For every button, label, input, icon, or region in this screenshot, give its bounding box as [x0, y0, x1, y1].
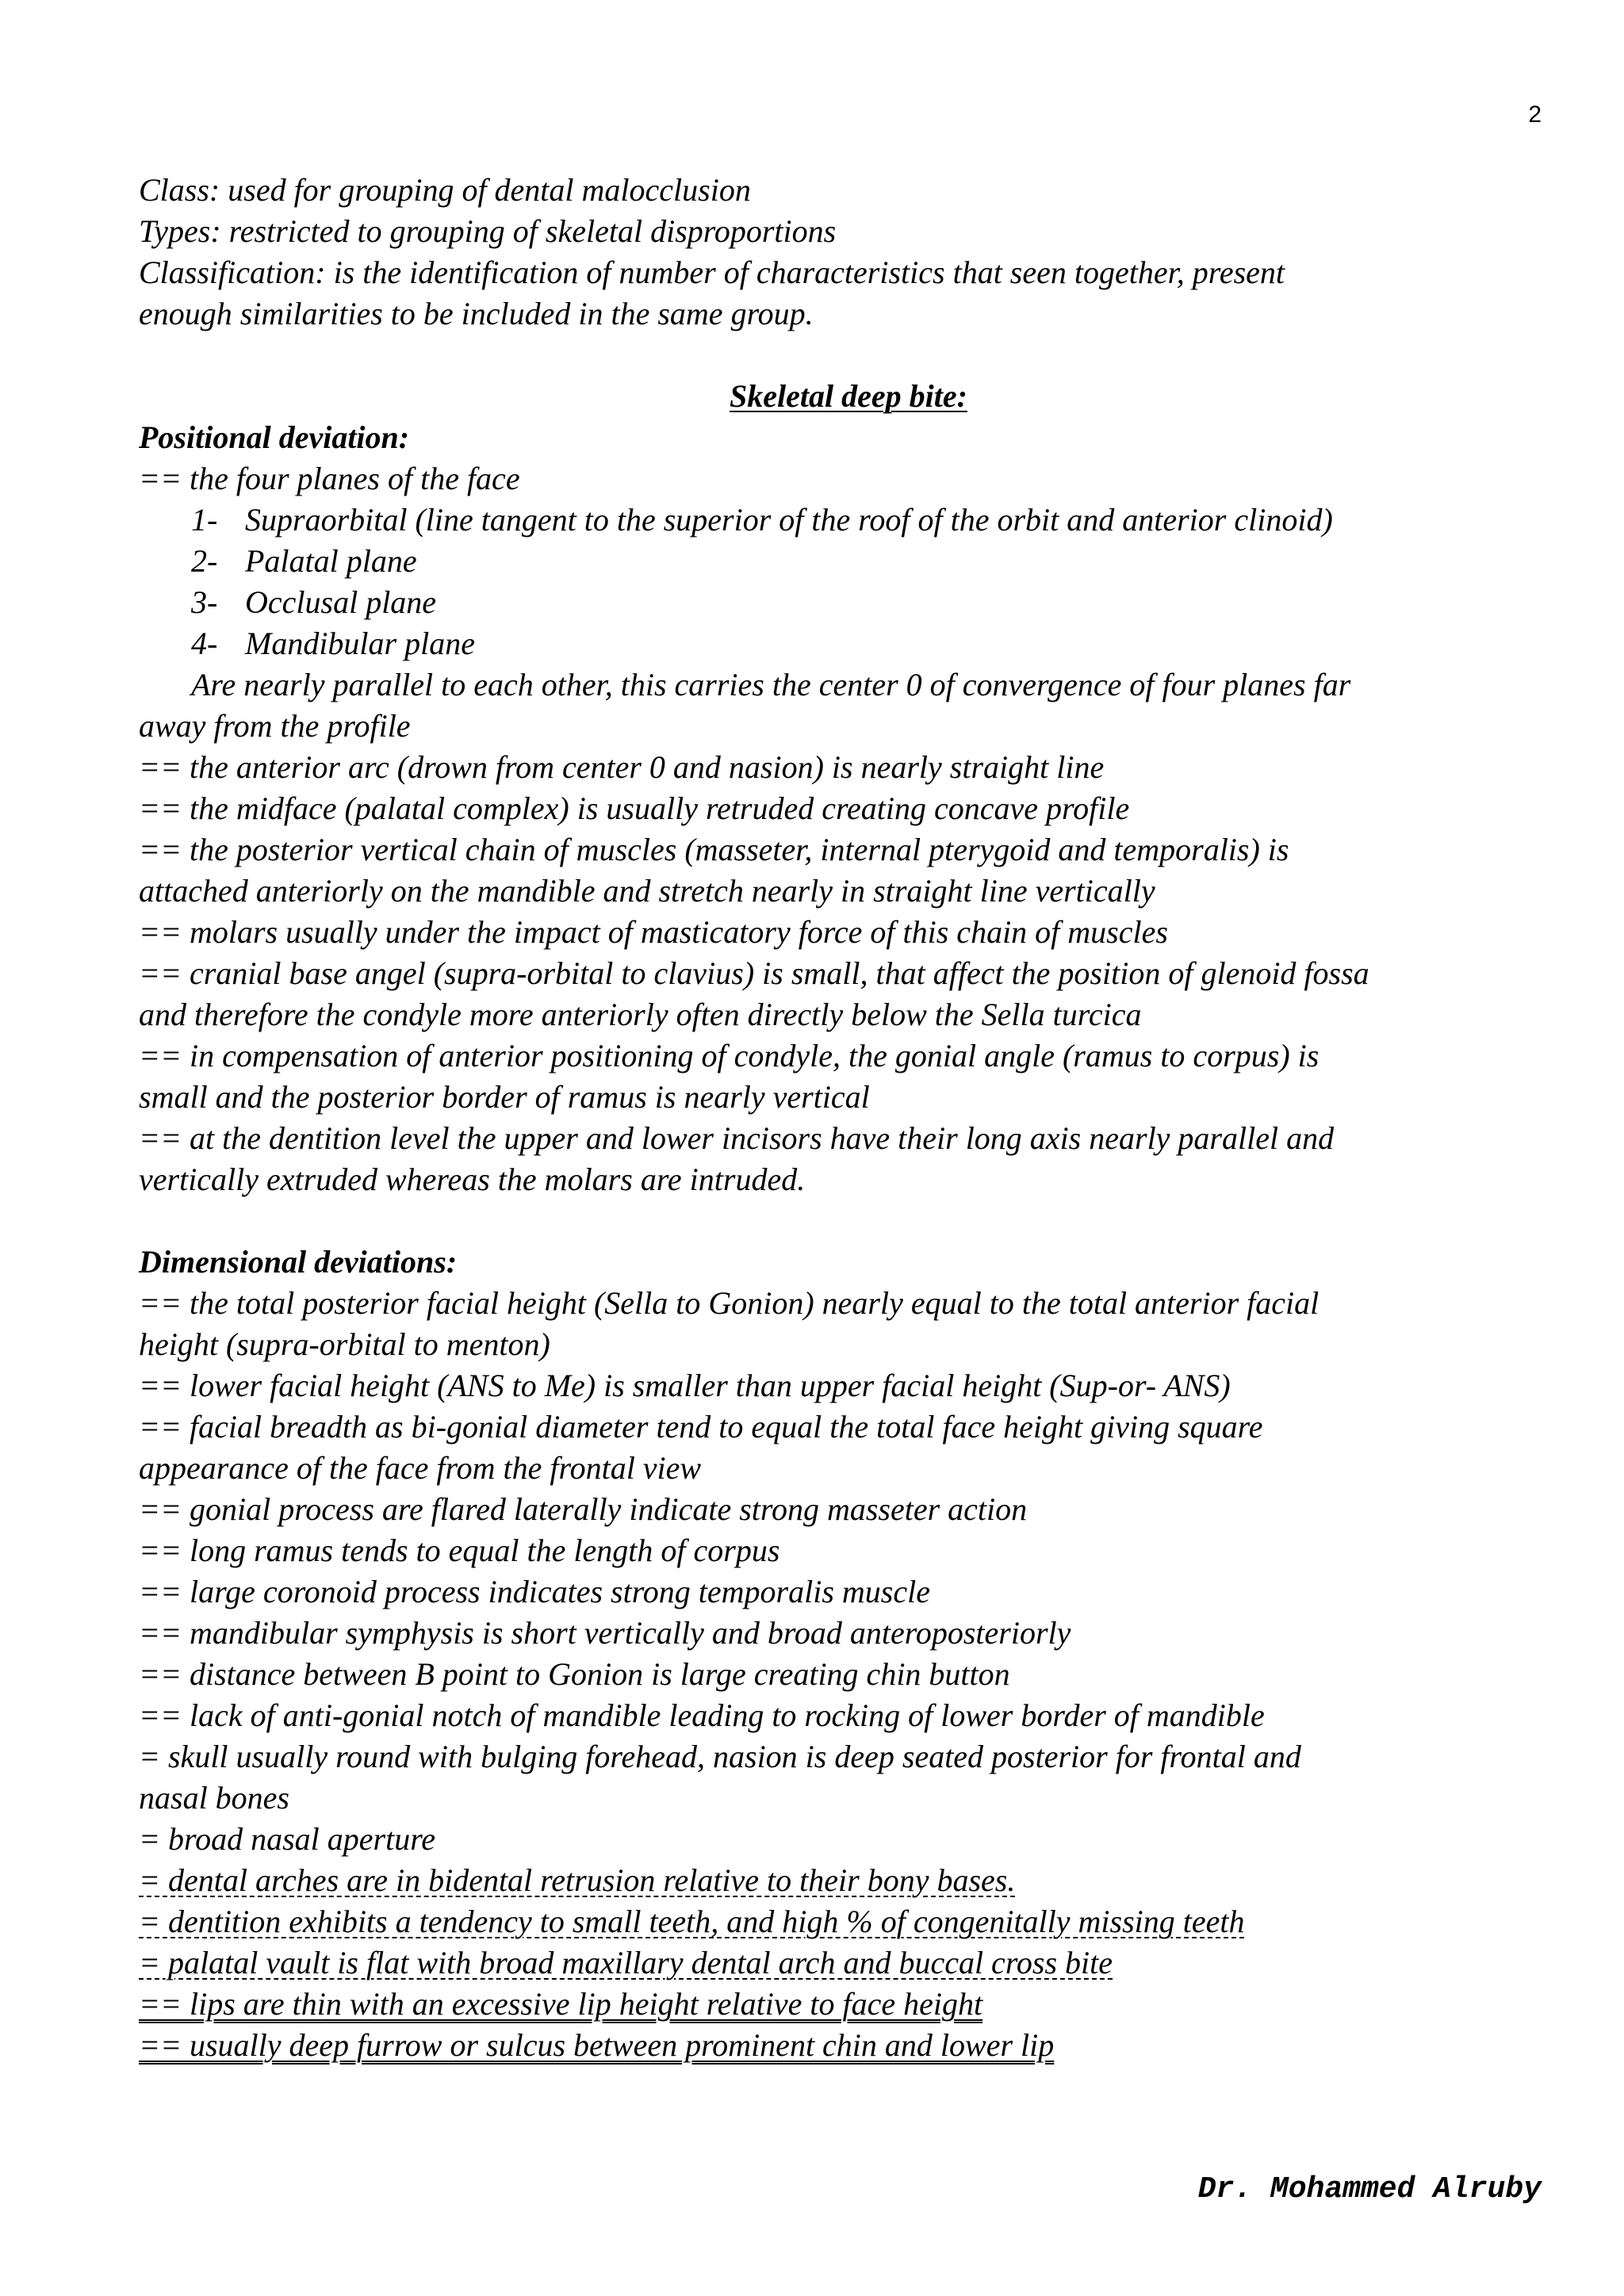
list-text: Occlusal plane — [245, 584, 437, 620]
paragraph-line: height (supra-orbital to menton) — [139, 1326, 550, 1362]
plane-list-item — [139, 582, 1558, 623]
double-underlined-line — [139, 2025, 1558, 2066]
paragraph-line: and therefore the condyle more anteriorly often directly below the Sella turcica — [139, 997, 1142, 1032]
double-underlined-line — [139, 1984, 1558, 2025]
list-number: 4- — [191, 626, 218, 661]
page-number: 2 — [1528, 101, 1542, 128]
positional-lead: == the four planes of the face — [139, 461, 520, 496]
paragraph-line: == the posterior vertical chain of muscles (masseter, internal pterygoid and temporalis) is — [139, 832, 1289, 867]
paragraph-line: attached anteriorly on the mandible and stretch nearly in straight line vertically — [139, 873, 1155, 909]
dashed-underlined-text: = palatal vault is flat with broad maxillary dental arch and buccal cross bite — [139, 1945, 1113, 1980]
paragraph-line: == molars usually under the impact of masticatory force of this chain of muscles — [139, 914, 1168, 950]
list-text: Palatal plane — [245, 543, 417, 579]
paragraph-line: == the midface (palatal complex) is usually retruded creating concave profile — [139, 790, 1130, 826]
paragraph-line: = broad nasal aperture — [139, 1821, 436, 1857]
paragraph-line: small and the posterior border of ramus is nearly vertical — [139, 1079, 870, 1115]
paragraph-line: away from the profile — [139, 708, 411, 744]
list-text: Supraorbital (line tangent to the superior of the roof of the orbit and anterior clinoid) — [245, 502, 1333, 538]
paragraph-line: Are nearly parallel to each other, this carries the center 0 of convergence of four planes far — [191, 667, 1351, 702]
paragraph-line: == lower facial height (ANS to Me) is smaller than upper facial height (Sup-or- ANS) — [139, 1368, 1231, 1403]
intro-line: Class: used for grouping of dental malocclusion — [139, 172, 751, 208]
paragraph-line: == facial breadth as bi-gonial diameter tend to equal the total face height giving square — [139, 1409, 1263, 1445]
footer-author: Dr. Mohammed Alruby — [1197, 2172, 1542, 2206]
paragraph-line: appearance of the face from the frontal view — [139, 1450, 702, 1486]
intro-line: Types: restricted to grouping of skeletal disproportions — [139, 213, 837, 249]
paragraph-line: nasal bones — [139, 1780, 289, 1816]
document-body — [139, 170, 1558, 2066]
paragraph-line: == gonial process are flared laterally indicate strong masseter action — [139, 1491, 1028, 1527]
list-text: Mandibular plane — [245, 626, 475, 661]
section-title: Skeletal deep bite: — [730, 378, 967, 414]
plane-list-item — [139, 541, 1558, 582]
double-underlined-text: == usually deep furrow or sulcus between prominent chin and lower lip — [139, 2027, 1055, 2063]
intro-line: enough similarities to be included in the same group. — [139, 296, 814, 331]
dashed-underlined-text: = dentition exhibits a tendency to small teeth, and high % of congenitally missing teeth — [139, 1904, 1245, 1939]
list-number: 1- — [191, 502, 218, 538]
list-number: 2- — [191, 543, 218, 579]
dashed-underlined-text: = dental arches are in bidental retrusion relative to their bony bases. — [139, 1862, 1016, 1898]
paragraph-line: = skull usually round with bulging forehead, nasion is deep seated posterior for frontal and — [139, 1739, 1301, 1774]
plane-list-item — [139, 623, 1558, 664]
dashed-underlined-line — [139, 1860, 1558, 1901]
dashed-underlined-line — [139, 1901, 1558, 1942]
paragraph-line: == cranial base angel (supra-orbital to clavius) is small, that affect the position of glenoid fossa — [139, 955, 1369, 991]
paragraph-line: == large coronoid process indicates strong temporalis muscle — [139, 1574, 930, 1609]
paragraph-line: == the total posterior facial height (Sella to Gonion) nearly equal to the total anterior facial — [139, 1285, 1320, 1321]
positional-heading: Positional deviation: — [139, 419, 410, 455]
spacer — [139, 335, 1558, 376]
dashed-underlined-line — [139, 1942, 1558, 1984]
paragraph-line: == long ramus tends to equal the length of corpus — [139, 1533, 780, 1568]
list-number: 3- — [191, 584, 218, 620]
spacer — [139, 1200, 1558, 1242]
paragraph-line: vertically extruded whereas the molars are intruded. — [139, 1161, 806, 1197]
paragraph-line: == at the dentition level the upper and lower incisors have their long axis nearly parallel and — [139, 1120, 1335, 1156]
paragraph-line: == in compensation of anterior positioning of condyle, the gonial angle (ramus to corpus) is — [139, 1038, 1320, 1073]
intro-line: Classification: is the identification of number of characteristics that seen together, present — [139, 254, 1285, 290]
dimensional-heading: Dimensional deviations: — [139, 1244, 458, 1280]
paragraph-line: == mandibular symphysis is short vertically and broad anteroposteriorly — [139, 1615, 1071, 1651]
double-underlined-text: == lips are thin with an excessive lip height relative to face height — [139, 1986, 983, 2022]
paragraph-line: == distance between B point to Gonion is large creating chin button — [139, 1656, 1010, 1692]
plane-list-item — [139, 499, 1558, 541]
paragraph-line: == lack of anti-gonial notch of mandible leading to rocking of lower border of mandible — [139, 1697, 1265, 1733]
paragraph-line: == the anterior arc (drown from center 0 and nasion) is nearly straight line — [139, 749, 1105, 785]
